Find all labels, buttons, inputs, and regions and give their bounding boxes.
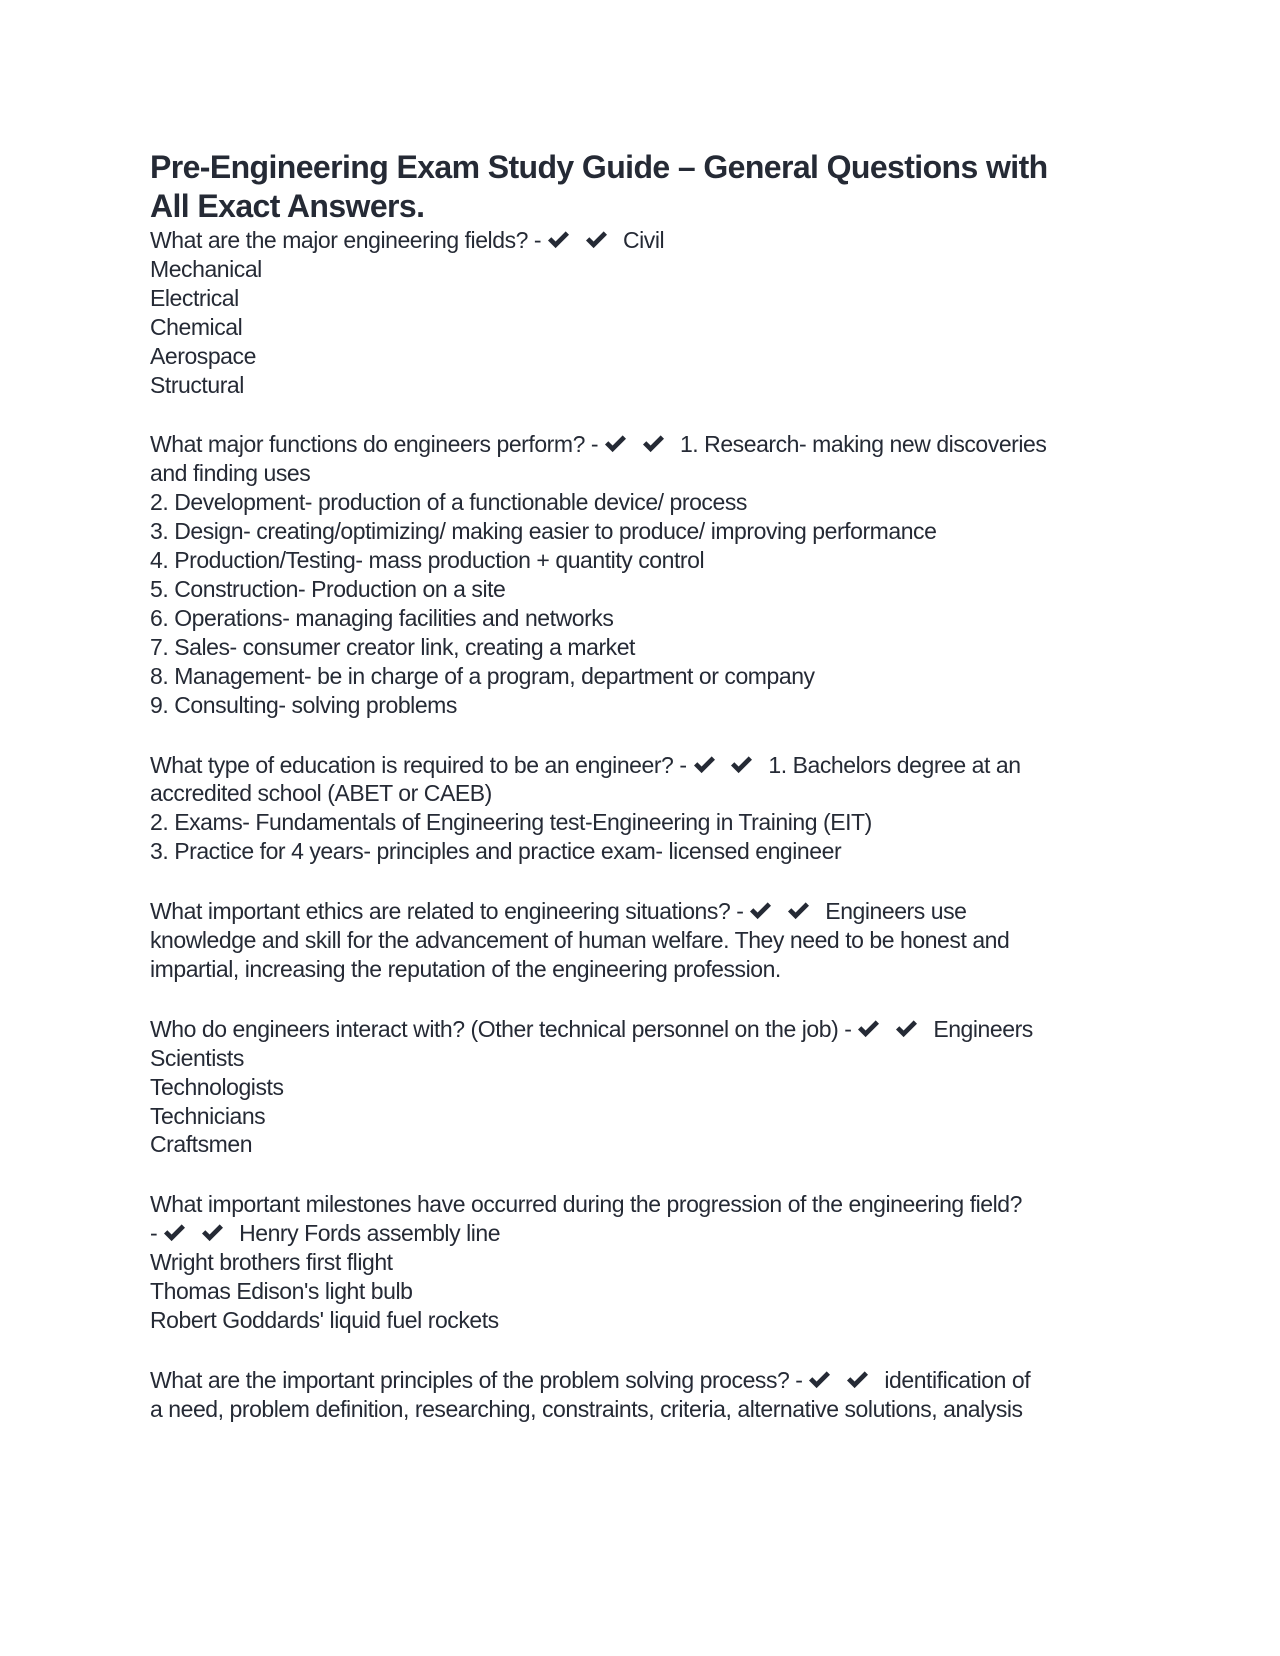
qa-item (150, 1366, 1140, 1424)
answer-line: Technologists (150, 1073, 284, 1100)
question-text: What major functions do engineers perform? - (150, 431, 599, 458)
question-text: What type of education is required to be an engineer? - (150, 751, 687, 778)
answer-text: 1. Bachelors degree at an (768, 751, 1021, 778)
check-icon (585, 231, 608, 249)
check-icon (846, 1371, 869, 1389)
qa-item (150, 1190, 1140, 1335)
check-icon (808, 1371, 831, 1389)
question-line (150, 226, 1140, 255)
qa-item (150, 1015, 1140, 1160)
question-text: What are the important principles of the problem solving process? - (150, 1366, 803, 1393)
answer-line: Wright brothers first flight (150, 1249, 393, 1276)
check-icon (547, 231, 570, 249)
answer-text: identification of (884, 1366, 1031, 1393)
answer-line: impartial, increasing the reputation of the engineering profession. (150, 955, 781, 982)
question-line (150, 897, 1140, 926)
answer-line: Aerospace (150, 342, 256, 369)
check-icon (163, 1224, 186, 1242)
answer-line: Scientists (150, 1044, 244, 1071)
answer-line: 2. Exams- Fundamentals of Engineering test-Engineering in Training (EIT) (150, 809, 872, 836)
question-text: What are the major engineering fields? - (150, 227, 542, 253)
qa-list (150, 226, 1140, 1424)
answer-line: Technicians (150, 1102, 266, 1129)
check-icon (749, 902, 772, 920)
title-line-1: Pre-Engineering Exam Study Guide – General Questions with (150, 149, 1048, 185)
answer-line: 9. Consulting- solving problems (150, 691, 457, 718)
title-line-2: All Exact Answers. (150, 188, 425, 224)
answer-line: Thomas Edison's light bulb (150, 1278, 413, 1305)
check-icon (857, 1020, 880, 1038)
question-text: Who do engineers interact with? (Other technical personnel on the job) - (150, 1015, 852, 1042)
check-icon (604, 435, 627, 453)
answer-line: Craftsmen (150, 1131, 253, 1158)
answer-text: Engineers use (825, 898, 967, 925)
question-text: What important milestones have occurred during the progression of the engineering field? (150, 1191, 1022, 1218)
check-icon (730, 756, 753, 774)
answer-text: Engineers (933, 1015, 1033, 1042)
answer-line: 8. Management- be in charge of a program, department or company (150, 662, 815, 689)
answer-line: 3. Design- creating/optimizing/ making easier to produce/ improving performance (150, 518, 937, 545)
answer-line: knowledge and skill for the advancement of human welfare. They need to be honest and (150, 927, 1010, 954)
answer-line: and finding uses (150, 460, 311, 487)
document-title (150, 148, 1140, 226)
qa-item (150, 430, 1140, 719)
answer-line: 4. Production/Testing- mass production + quantity control (150, 547, 705, 574)
answer-line: 6. Operations- managing facilities and networks (150, 604, 614, 631)
question-text: - (150, 1220, 158, 1247)
answer-line: Mechanical (150, 255, 262, 282)
answer-line: Robert Goddards' liquid fuel rockets (150, 1307, 499, 1333)
check-icon (787, 902, 810, 920)
answer-line: 2. Development- production of a functionable device/ process (150, 489, 747, 516)
qa-item (150, 897, 1140, 984)
check-icon (895, 1020, 918, 1038)
question-line (150, 751, 1140, 780)
question-line (150, 1015, 1140, 1044)
qa-item (150, 226, 1140, 399)
answer-text: Henry Fords assembly line (239, 1220, 501, 1247)
answer-line: Structural (150, 371, 244, 398)
qa-item (150, 751, 1140, 867)
answer-line: Chemical (150, 313, 243, 340)
question-line (150, 1219, 1140, 1248)
answer-text: Civil (622, 227, 665, 253)
answer-line: a need, problem definition, researching, constraints, criteria, alternative solutions, analysis (150, 1395, 1023, 1422)
answer-text: 1. Research- making new discoveries (679, 431, 1047, 458)
check-icon (693, 756, 716, 774)
check-icon (642, 435, 665, 453)
answer-line: accredited school (ABET or CAEB) (150, 780, 492, 807)
answer-line: 3. Practice for 4 years- principles and practice exam- licensed engineer (150, 838, 842, 865)
question-line (150, 1366, 1140, 1395)
check-icon (201, 1224, 224, 1242)
answer-line: 7. Sales- consumer creator link, creating a market (150, 633, 635, 660)
answer-line: Electrical (150, 284, 239, 311)
question-text: What important ethics are related to engineering situations? - (150, 898, 744, 925)
question-line (150, 430, 1140, 459)
answer-line: 5. Construction- Production on a site (150, 575, 506, 602)
